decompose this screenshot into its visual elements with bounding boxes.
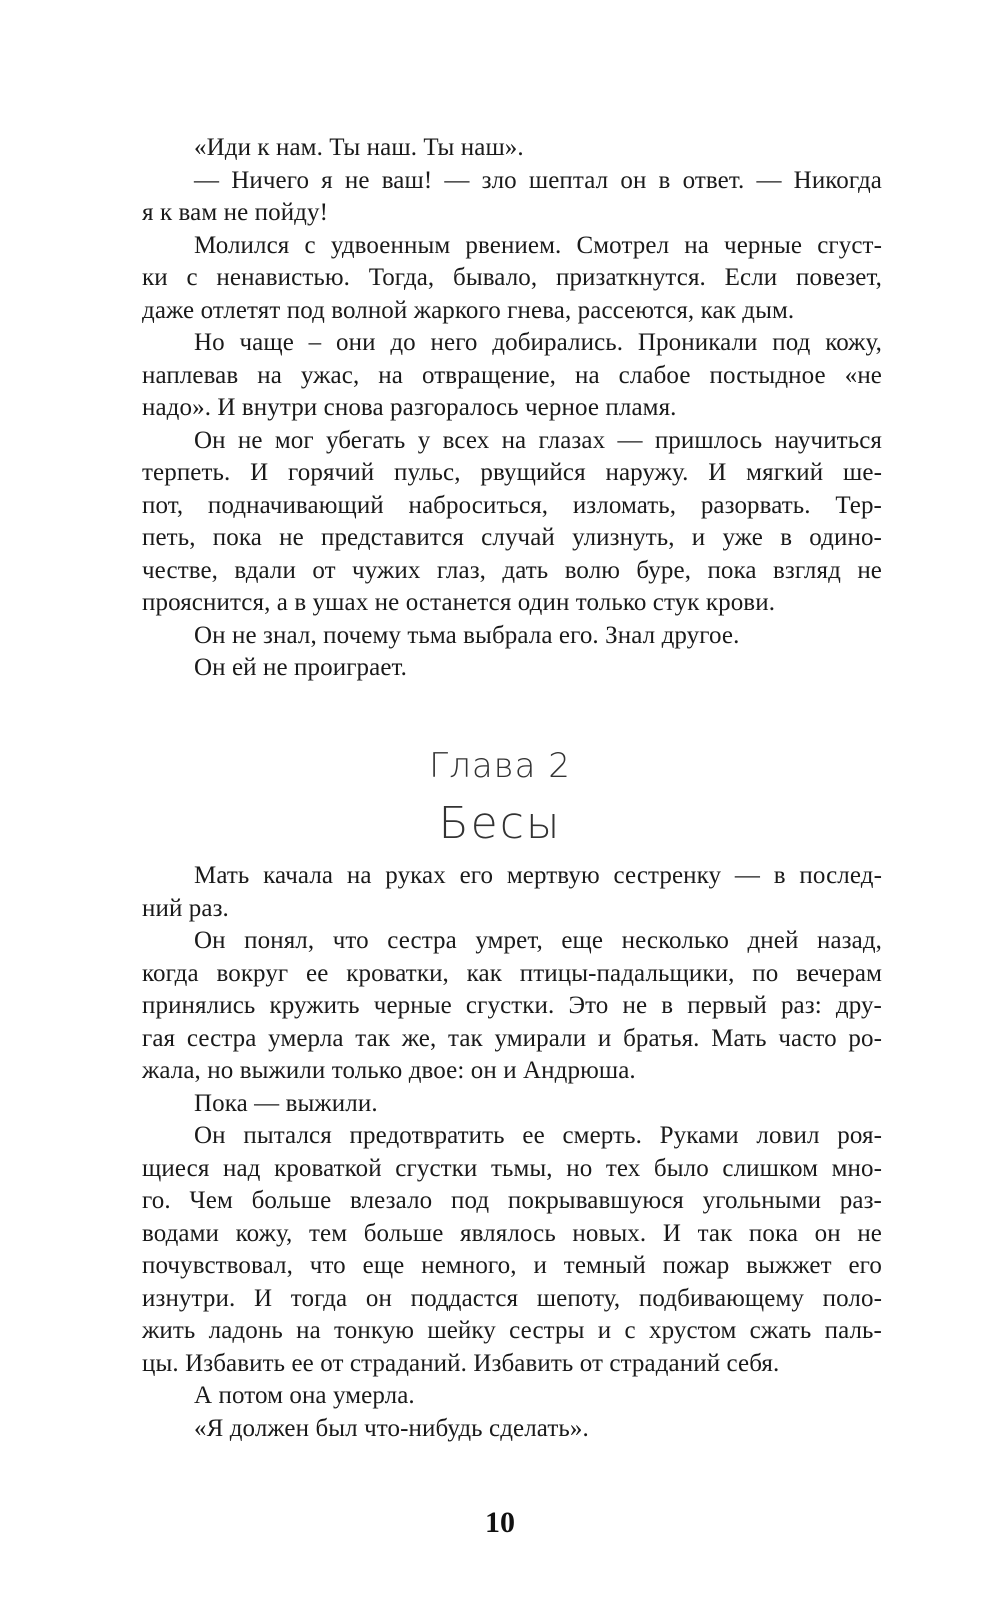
text-line: Пока — выжили. <box>194 1089 378 1117</box>
text-section-before-chapter <box>142 132 882 685</box>
text-line: изнутри. И тогда он поддастся шепоту, подбивающему поло- <box>142 1284 882 1312</box>
text-line: — Ничего я не ваш! — зло шептал он в ответ. — Никогда <box>194 166 882 194</box>
text-line: жить ладонь на тонкую шейку сестры и с хрустом сжать паль- <box>142 1317 882 1344</box>
text-line: когда вокруг ее кроватки, как птицы-падальщики, по вечерам <box>142 959 882 987</box>
text-line: щиеся над кроваткой сгустки тьмы, но тех было слишком мно- <box>142 1154 882 1182</box>
text-line: Он не знал, почему тьма выбрала его. Знал другое. <box>194 621 740 649</box>
text-line: Мать качала на руках его мертвую сестренку — в послед- <box>194 862 882 889</box>
text-line: «Я должен был что-нибудь сделать». <box>194 1414 589 1442</box>
text-line: «Иди к нам. Ты наш. Ты наш». <box>194 134 524 161</box>
text-line: ний раз. <box>142 894 229 922</box>
text-line: Он понял, что сестра умрет, еще несколько дней назад, <box>194 927 882 954</box>
text-line: почувствовал, что еще немного, и темный пожар выжжет его <box>142 1252 882 1279</box>
text-line: наплевав на ужас, на отвращение, на слабое постыдное «не <box>142 361 882 389</box>
text-line: Он ей не проиграет. <box>194 654 408 681</box>
text-line: прояснится, а в ушах не останется один только стук крови. <box>142 589 776 616</box>
text-line: ки с ненавистью. Тогда, бывало, призаткнутся. Если повезет, <box>142 264 882 291</box>
page-number: 10 <box>485 1506 515 1539</box>
text-line: водами кожу, тем больше являлось новых. И так пока он не <box>142 1219 882 1247</box>
text-line: Он пытался предотвратить ее смерть. Руками ловил роя- <box>194 1122 882 1149</box>
text-line: даже отлетят под волной жаркого гнева, рассеются, как дым. <box>142 296 795 324</box>
text-line: я к вам не пойду! <box>142 199 329 226</box>
chapter-title: Бесы <box>438 798 562 849</box>
text-line: надо». И внутри снова разгоралось черное пламя. <box>142 394 677 421</box>
text-line: честве, вдали от чужих глаз, дать волю буре, пока взгляд не <box>142 556 882 584</box>
text-line: петь, пока не представится случай улизнуть, и уже в одино- <box>142 524 882 551</box>
text-line: принялись кружить черные сгустки. Это не в первый раз: дру- <box>142 992 882 1019</box>
text-section-chapter-body <box>142 860 882 1445</box>
text-line: го. Чем больше влезало под покрывавшуюся угольными раз- <box>142 1187 882 1214</box>
text-line: цы. Избавить ее от страданий. Избавить от страданий себя. <box>142 1349 780 1377</box>
text-line: пот, подначивающий наброситься, изломать, разорвать. Тер- <box>142 491 882 519</box>
text-line: Молился с удвоенным рвением. Смотрел на черные сгуст- <box>194 231 882 259</box>
text-line: гая сестра умерла так же, так умирали и братья. Мать часто ро- <box>142 1024 882 1052</box>
text-line: Он не мог убегать у всех на глазах — пришлось научиться <box>194 426 882 454</box>
text-line: А потом она умерла. <box>194 1382 415 1409</box>
text-line: терпеть. И горячий пульс, рвущийся наружу. И мягкий ше- <box>142 459 882 486</box>
text-line: Но чаще – они до него добирались. Проникали под кожу, <box>194 329 882 356</box>
chapter-number: Глава 2 <box>429 746 571 786</box>
text-line: жала, но выжили только двое: он и Андрюша. <box>142 1057 636 1084</box>
